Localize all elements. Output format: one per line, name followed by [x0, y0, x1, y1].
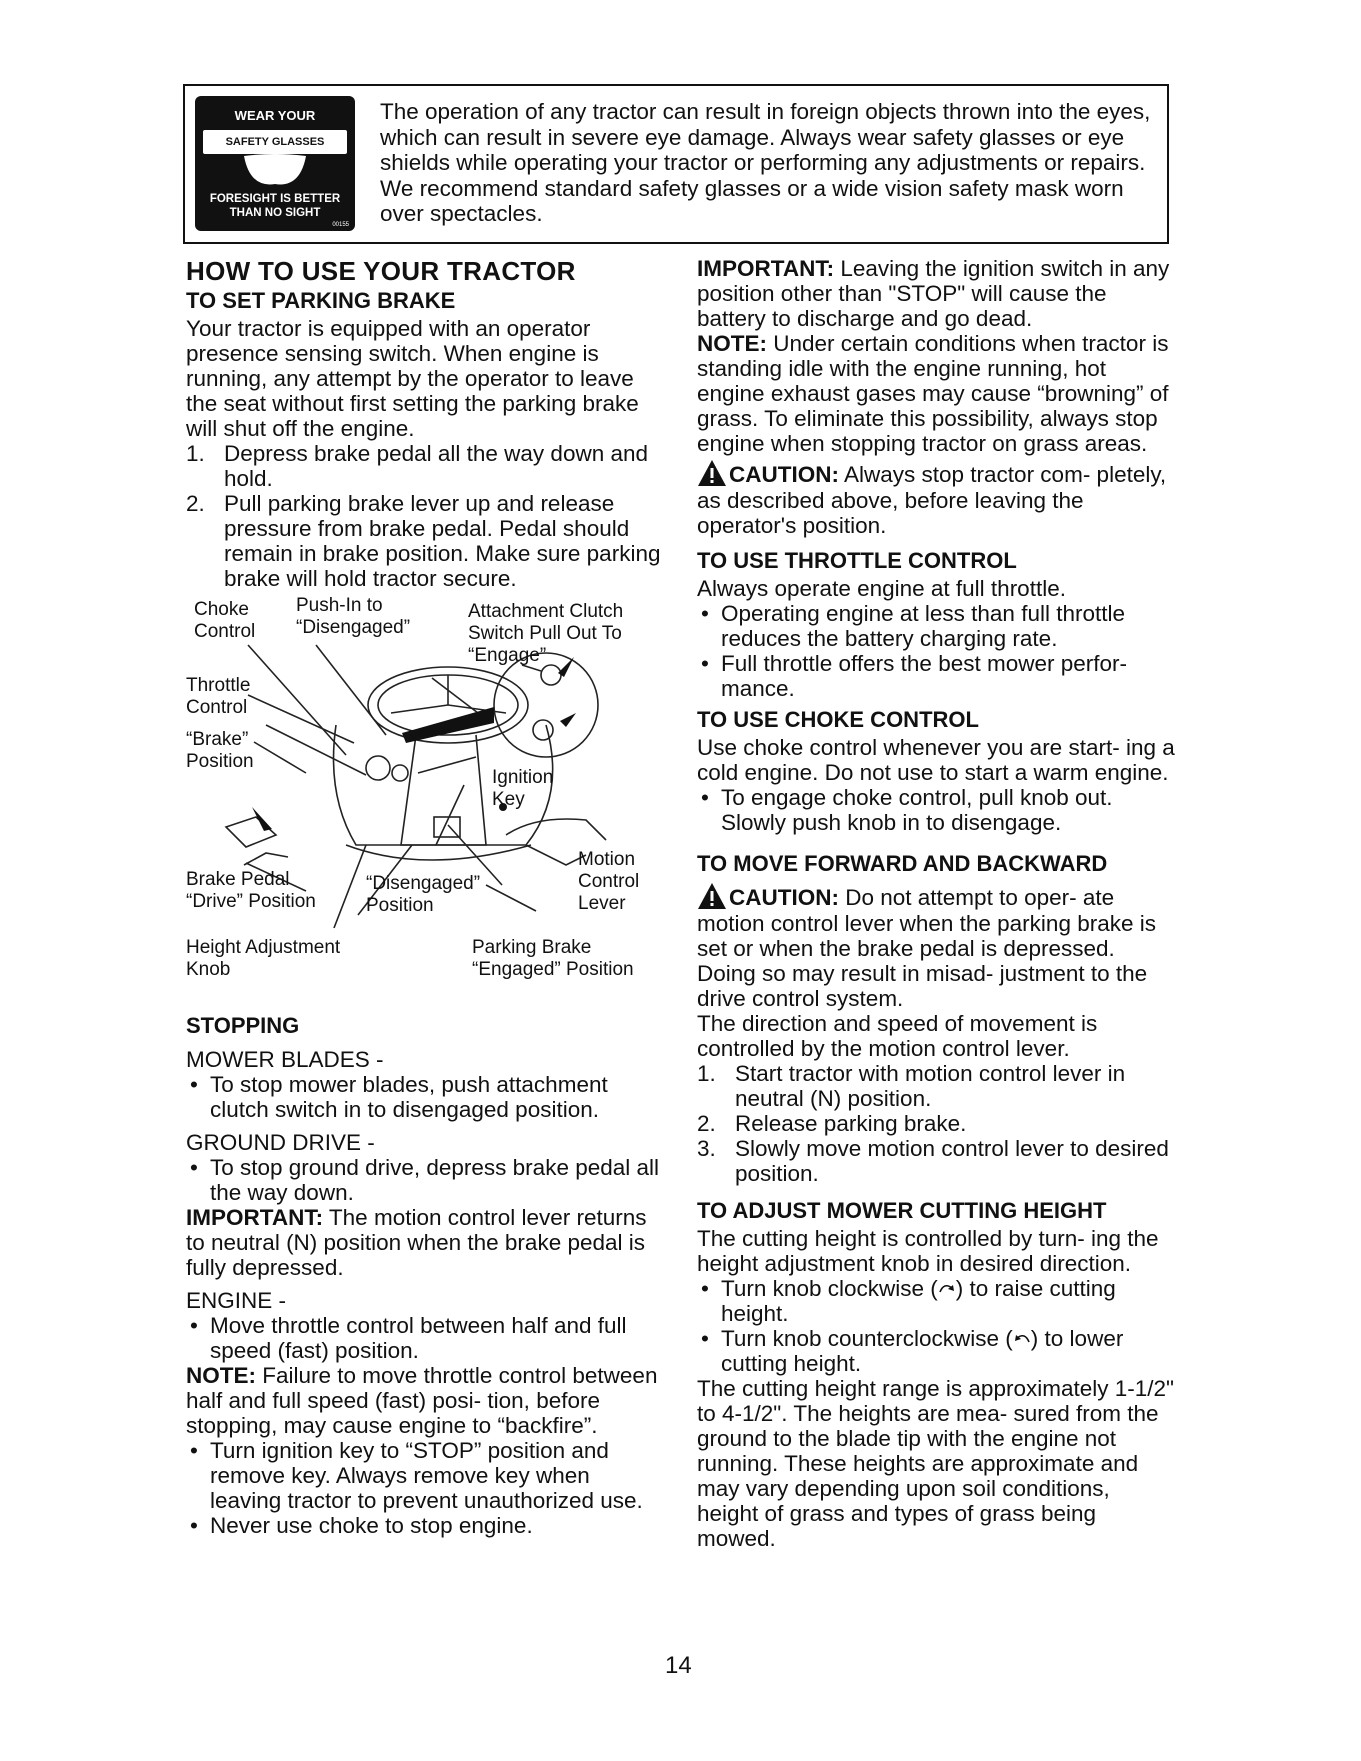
caution-motion-lever: CAUTION: Do not attempt to oper- ate motion control lever when the parking brake is set or when the brake pedal is depressed. Doing so may result in misad- justment to the drive control system.: [697, 885, 1177, 1011]
height-heading: TO ADJUST MOWER CUTTING HEIGHT: [697, 1198, 1107, 1223]
label-brake-position: “Brake” Position: [186, 729, 254, 772]
caution-stop-tractor: CAUTION: Always stop tractor com- pletely, as described above, before leaving the operator's position.: [697, 462, 1177, 538]
warning-triangle-icon: [697, 458, 727, 488]
throttle-text: Always operate engine at full throttle.: [697, 576, 1066, 601]
label-push-in: Push-In to “Disengaged”: [296, 595, 411, 638]
ground-drive-list: [186, 1155, 664, 1205]
throttle-heading: TO USE THROTTLE CONTROL: [697, 548, 1017, 573]
list-item: • Turn ignition key to “STOP” position and remove key. Always remove key when leaving tractor to prevent unauthorized use.: [190, 1438, 643, 1513]
page-number: 14: [665, 1652, 692, 1679]
move-heading: TO MOVE FORWARD AND BACKWARD: [697, 851, 1108, 876]
engine-final-list: [186, 1438, 664, 1538]
tractor-controls-diagram: [186, 595, 664, 1005]
glasses-icon: [240, 154, 310, 190]
label-height-adjustment: Height Adjustment Knob: [186, 937, 341, 980]
label-motion-control-lever: Motion Control Lever: [578, 849, 640, 914]
list-item: • Full throttle offers the best mower perfor- mance.: [701, 651, 1127, 701]
mower-blades-list: [186, 1072, 664, 1122]
important-note: IMPORTANT: The motion control lever returns to neutral (N) position when the brake pedal is fully depressed.: [186, 1205, 647, 1280]
list-item: • Operating engine at less than full throttle reduces the battery charging rate.: [701, 601, 1126, 651]
mower-blades-label: MOWER BLADES -: [186, 1047, 384, 1072]
safety-glasses-badge: [195, 96, 355, 231]
label-brake-pedal: Brake Pedal “Drive” Position: [186, 869, 316, 912]
label-choke-control: Choke Control: [194, 599, 256, 642]
list-item: • Turn knob counterclockwise ( ) to lower cutting height.: [701, 1326, 1124, 1376]
height-range-text: The cutting height range is approximately 1-1/2" to 4-1/2". The heights are mea- sured from the ground to the blade tip with the engine not running. These heights are approximate and may vary depending upon soil conditions, height of grass and types of grass being mowed.: [697, 1376, 1175, 1551]
list-item: • Move throttle control between half and full speed (fast) position.: [190, 1313, 627, 1363]
warning-triangle-icon: [697, 881, 727, 911]
counterclockwise-arrow-icon: [1013, 1330, 1031, 1346]
note-browning: NOTE: Under certain conditions when tractor is standing idle with the engine running, hot engine exhaust gases may cause “browning” of grass. To eliminate this possibility, always stop engine when stopping tractor on grass areas.: [697, 331, 1169, 456]
badge-code: 00155: [332, 222, 349, 228]
label-ignition-key: Ignition Key: [492, 767, 554, 810]
list-item: • To engage choke control, pull knob out. Slowly push knob in to disengage.: [701, 785, 1113, 835]
list-item: 1. Start tractor with motion control lever in neutral (N) position.: [697, 1061, 1126, 1111]
height-list: [697, 1276, 1177, 1376]
label-attachment-clutch: Attachment Clutch Switch Pull Out To “Engage”: [468, 601, 624, 666]
safety-warning-box: [183, 84, 1169, 244]
right-column: [697, 256, 1177, 1551]
badge-strip-text: SAFETY GLASSES: [203, 130, 347, 154]
important-ignition: IMPORTANT: Leaving the ignition switch in any position other than "STOP" will cause the battery to discharge and go dead.: [697, 256, 1170, 331]
badge-bottom-text: FORESIGHT IS BETTER THAN NO SIGHT: [209, 193, 341, 219]
label-disengaged-position: “Disengaged” Position: [366, 873, 481, 916]
list-item: 3. Slowly move motion control lever to desired position.: [697, 1136, 1169, 1186]
parking-brake-heading: TO SET PARKING BRAKE: [186, 288, 456, 313]
move-steps: [697, 1061, 1177, 1186]
list-item: 2. Pull parking brake lever up and release pressure from brake pedal. Pedal should remain in brake position. Make sure parking brake will hold tractor secure.: [186, 491, 661, 591]
height-text: The cutting height is controlled by turn- ing the height adjustment knob in desired direction.: [697, 1226, 1159, 1276]
badge-top-text: WEAR YOUR: [234, 108, 316, 123]
list-item: • To stop mower blades, push attachment clutch switch in to disengaged position.: [190, 1072, 608, 1122]
list-item: • Turn knob clockwise ( ) to raise cutting height.: [701, 1276, 1116, 1326]
list-item: • Never use choke to stop engine.: [190, 1513, 533, 1538]
stopping-heading: STOPPING: [186, 1013, 300, 1038]
clockwise-arrow-icon: [938, 1280, 956, 1296]
throttle-list: [697, 601, 1177, 701]
list-item: 2. Release parking brake.: [697, 1111, 967, 1136]
ground-drive-label: GROUND DRIVE -: [186, 1130, 375, 1155]
engine-label: ENGINE -: [186, 1288, 287, 1313]
move-text: The direction and speed of movement is controlled by the motion control lever.: [697, 1011, 1098, 1061]
choke-list: [697, 785, 1177, 835]
label-throttle-control: Throttle Control: [186, 675, 251, 718]
list-item: • To stop ground drive, depress brake pedal all the way down.: [190, 1155, 660, 1205]
parking-brake-text: Your tractor is equipped with an operator presence sensing switch. When engine is running, any attempt by the operator to leave the seat without first setting the parking brake will shut off the engine.: [186, 316, 639, 441]
note-backfire: NOTE: Failure to move throttle control between half and full speed (fast) posi- tion, before stopping, may cause engine to “backfire”.: [186, 1363, 658, 1438]
engine-list: [186, 1313, 664, 1363]
label-parking-brake: Parking Brake “Engaged” Position: [472, 937, 634, 980]
parking-steps: [186, 441, 664, 591]
list-item: 1. Depress brake pedal all the way down and hold.: [186, 441, 649, 491]
choke-text: Use choke control whenever you are start- ing a cold engine. Do not use to start a warm engine.: [697, 735, 1175, 785]
left-column: [186, 256, 664, 1538]
choke-heading: TO USE CHOKE CONTROL: [697, 707, 979, 732]
section-title: HOW TO USE YOUR TRACTOR: [186, 256, 576, 286]
warning-text: The operation of any tractor can result in foreign objects thrown into the eyes, which can result in severe eye damage. Always wear safety glasses or eye shields while operating your tractor or performing any adjustments or repairs. We recommend standard safety glasses or a wide vision safety mask worn over spectacles.: [380, 99, 1151, 226]
